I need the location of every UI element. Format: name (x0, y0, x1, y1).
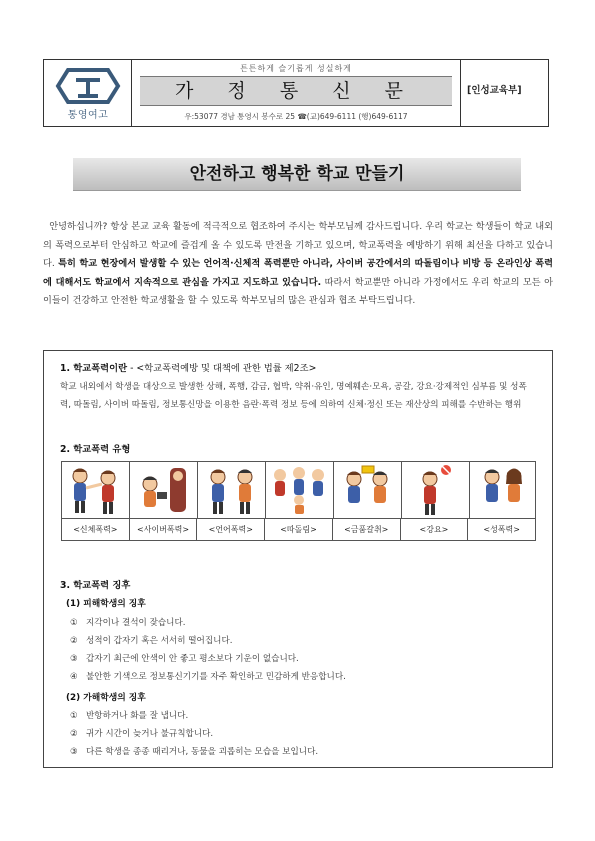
extortion-illustration (334, 462, 402, 518)
violence-types-labels (62, 519, 535, 540)
type-label: <금품갈취> (333, 519, 401, 540)
type-label: <신체폭력> (62, 519, 130, 540)
item-number: ④ (70, 672, 78, 682)
item-text: 반항하거나 화를 잘 냅니다. (86, 711, 189, 721)
item-text: 귀가 시간이 늦거나 불규칙합니다. (86, 729, 214, 739)
violence-types-illustrations (62, 462, 535, 519)
victim-sign-item (70, 652, 299, 664)
victim-sign-item (70, 670, 346, 682)
section2-title: 2. 학교폭력 유형 (60, 444, 131, 455)
item-text: 갑자기 최근에 안색이 안 좋고 평소보다 기운이 없습니다. (86, 654, 299, 664)
victim-sign-item (70, 634, 232, 646)
item-number: ① (70, 618, 78, 628)
item-text: 다른 학생을 종종 때리거나, 동물을 괴롭히는 모습을 보입니다. (86, 747, 319, 757)
ostracism-illustration (266, 462, 334, 518)
page-title-banner: 안전하고 행복한 학교 만들기 (73, 158, 521, 191)
section1-heading (60, 360, 316, 374)
school-motto: 튼튼하게 슬기롭게 성실하게 (240, 64, 352, 73)
intro-text-1: 안녕하십니까? 항상 본교 교육 활동에 적극적으로 협조하여 주시는 학부모님께 감사드립니다. 우리 학교는 학생들이 학교 내외의 폭력으로부터 안심하고 학교에 즐겁게 올 수 있도록 만전을 기하고 있으며, 학교폭력을 예방하기 위해 최선을 다하고 있습니다. (43, 221, 553, 269)
school-logo (44, 60, 132, 126)
sexual-violence-illustration (470, 462, 537, 518)
newsletter-title: 가 정 통 신 문 (140, 76, 452, 106)
type-label: <사이버폭력> (130, 519, 198, 540)
item-text: 성적이 갑자기 혹은 서서히 떨어집니다. (86, 636, 233, 646)
section1-law-ref: - <학교폭력예방 및 대책에 관한 법률 제2조> (127, 363, 317, 374)
type-label: <언어폭력> (197, 519, 265, 540)
content-box (43, 350, 553, 768)
offender-sign-item (70, 709, 188, 721)
type-label: <강요> (401, 519, 469, 540)
letter-header (43, 59, 549, 127)
school-emblem-icon (54, 66, 122, 106)
victim-sign-item (70, 616, 186, 628)
item-text: 불안한 기색으로 정보통신기기를 자주 확인하고 민감하게 반응합니다. (86, 672, 346, 682)
violence-types-table (61, 461, 536, 541)
school-address: 우:53077 경남 통영시 봉수로 25 ☎(교)649-6111 (행)649-6117 (184, 112, 408, 121)
intro-paragraph (43, 218, 553, 311)
item-number: ② (70, 729, 78, 739)
offender-sign-item (70, 727, 213, 739)
department-label: [인성교육부] (467, 85, 522, 96)
intro-bold-text: 특히 학교 현장에서 발생할 수 있는 언어적·신체적 폭력뿐만 아니라, 사이버 공간에서의 따돌림이나 비방 등 온라인상 폭력에 대해서도 학교에서 지속적으로 관심을 가지고 지도하고 있습니다. (43, 258, 553, 288)
header-center (132, 60, 460, 126)
physical-violence-illustration (62, 462, 130, 518)
type-label: <따돌림> (265, 519, 333, 540)
item-number: ② (70, 636, 78, 646)
verbal-violence-illustration (198, 462, 266, 518)
section1-title: 1. 학교폭력이란 (60, 363, 128, 374)
coercion-illustration (402, 462, 470, 518)
type-label: <성폭력> (483, 525, 520, 534)
item-number: ① (70, 711, 78, 721)
cyber-violence-illustration (130, 462, 198, 518)
section1-definition: 학교 내외에서 학생을 대상으로 발생한 상해, 폭행, 감금, 협박, 약취·유인, 명예훼손·모욕, 공갈, 강요·강제적인 심부름 및 성폭력, 따돌림, 사이버 따돌림, 정보통신망을 이용한 음란·폭력 정보 등에 의하여 신체·정신 또는 재산상의 피해를 수반하는 행위 (60, 382, 527, 410)
section3-title: 3. 학교폭력 징후 (60, 580, 131, 591)
offender-signs-title: (2) 가해학생의 징후 (66, 693, 146, 703)
item-number: ③ (70, 654, 78, 664)
intro-text-2: 따라서 학교뿐만 아니라 가정에서도 우리 학교의 모든 아이들이 건강하고 안전한 학교생활을 할 수 있도록 학부모님의 많은 관심과 협조 부탁드립니다. (43, 276, 553, 306)
item-number: ③ (70, 747, 78, 757)
department-cell (460, 60, 548, 126)
logo-text: 통영여고 (67, 110, 109, 121)
item-text: 지각이나 결석이 잦습니다. (86, 618, 186, 628)
offender-sign-item (70, 745, 318, 757)
victim-signs-title: (1) 피해학생의 징후 (66, 599, 146, 609)
